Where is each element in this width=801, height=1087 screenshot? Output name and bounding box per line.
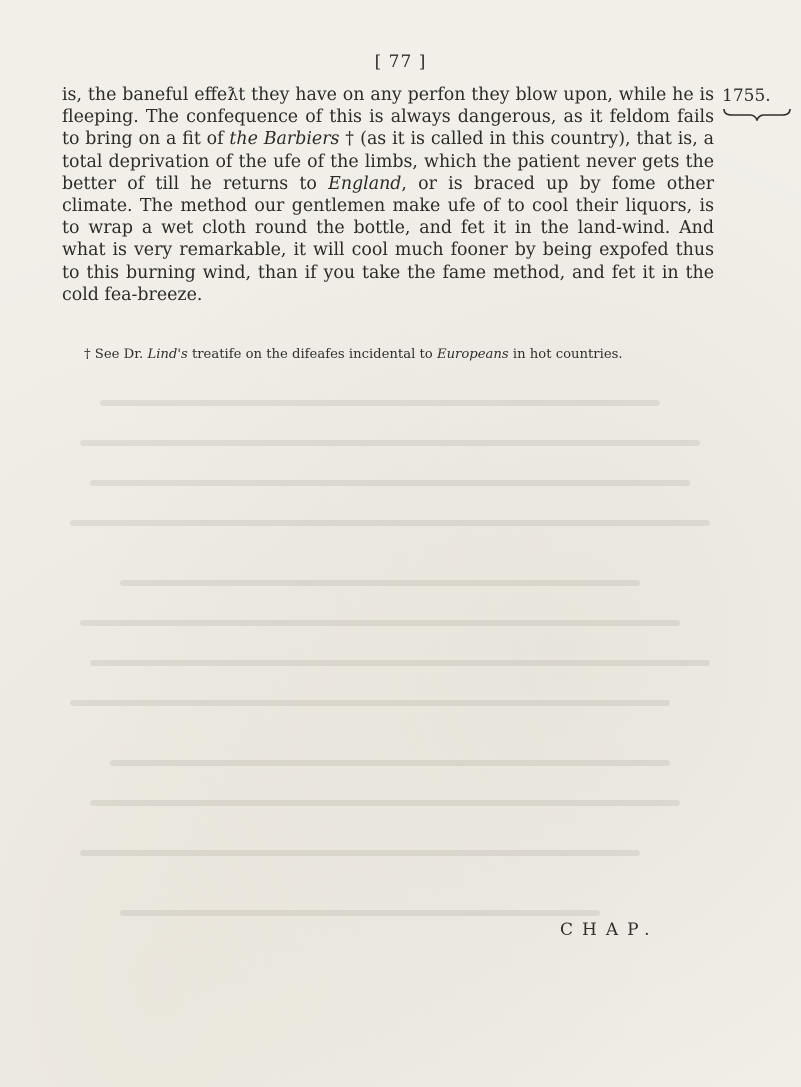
footnote-europeans: Europeans: [436, 347, 509, 362]
brace-icon: [722, 107, 792, 121]
main-paragraph: [62, 84, 714, 306]
paragraph-text-1: is, the baneful effeƛt they have on any perfon they blow upon, while he is fleeping. The confequence of this is always dangerous, as it feldom fails to bring on a fit of: [62, 85, 714, 150]
paragraph-text-3: , or is braced up by fome other climate. The method our gentlemen make ufe of to cool their liquors, is to wrap a wet cloth round the bottle, and fet it in the land-wind. And what is very remarkable, it will cool much fooner by being expofed thus to this burning wind, than if you take the fame method, and fet it in the cold fea-breeze.: [62, 173, 715, 305]
footnote-suffix: in hot countries.: [508, 347, 623, 362]
england-term: England: [328, 173, 402, 194]
paragraph-text-2: (as it is called in this country), that is, a total deprivation of the ufe of the limbs, which the patient never gets the better of till he returns to: [62, 129, 714, 194]
footnote-prefix: † See Dr.: [84, 347, 148, 362]
footnote-lind: Lind's: [147, 347, 188, 362]
page-number: [ 77 ]: [374, 52, 427, 72]
footnote-middle: treatife on the difeafes incidental to: [187, 347, 437, 362]
margin-year: 1755.: [722, 86, 771, 106]
footnote: [84, 346, 724, 363]
barbiers-term: the Barbiers: [229, 129, 340, 150]
catchword: CHAP.: [560, 920, 659, 940]
dagger-mark: †: [339, 129, 361, 150]
